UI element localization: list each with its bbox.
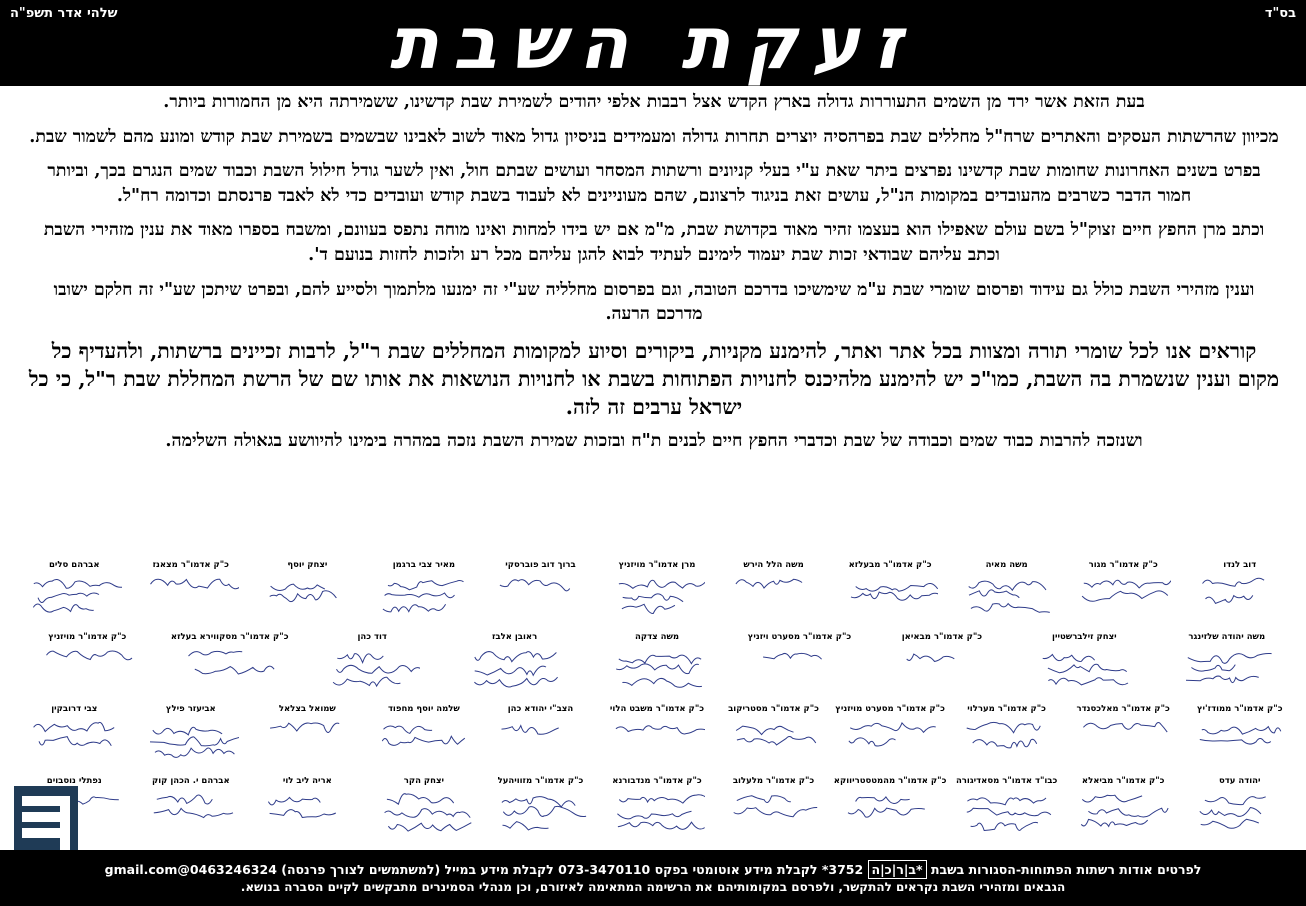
signatory: [159, 632, 301, 704]
main-text: [28, 90, 1280, 463]
signatory-name: כ"ק אדמו"ר מבאיאן: [901, 632, 983, 642]
signatory: [832, 560, 949, 632]
signatory-name: משה יהודה שלזינגר: [1188, 632, 1266, 642]
signatory: [366, 560, 483, 632]
signature-row: [16, 632, 1298, 704]
signatory: [715, 560, 832, 632]
signatory: [482, 704, 599, 776]
signatory: [1181, 560, 1298, 632]
footer-contact: 3752* לקבלת מידע אוטומטי בפקס 073-3470110 לקבלת מידע במייל (למשתמשים לצורך פרנסה) 0463246324@gmail.com: [104, 862, 864, 877]
signatory-name: כ"ק אדמו"ר מערלוי: [967, 704, 1046, 714]
signatory: [1156, 632, 1298, 704]
handwritten-signature-icon: [609, 789, 705, 835]
signatory-name: כ"ק אדמו"ר מנדבורנא: [612, 776, 702, 786]
signatory-name: כ"ק אדמו"ר מלעלוב: [732, 776, 815, 786]
signatory: [715, 776, 832, 848]
signatory-name: כ"ק אדמו"ר משבט הלוי: [609, 704, 705, 714]
signatory: [482, 560, 599, 632]
handwritten-signature-icon: [143, 717, 239, 763]
signatory-name: כ"ק אדמו"ר מביאלא: [1081, 776, 1165, 786]
signatory: [948, 560, 1065, 632]
signatory: [133, 776, 250, 848]
signatory: [366, 704, 483, 776]
header-banner: [0, 0, 1306, 86]
signatory: [599, 704, 716, 776]
handwritten-signature-icon: [376, 573, 472, 619]
bsd-label: בס"ד: [1264, 6, 1296, 21]
signatory: [871, 632, 1013, 704]
paragraph-2: מכיוון שהרשתות העסקים והאתרים שרח"ל מחללים שבת בפרהסיה יוצרים תחרות גדולה ומעמידים בניסיון גדול מאוד לשוב לאבינו שבשמים בשמירת שבת קודש ומונע מהם לשמור שבת.: [29, 126, 1279, 147]
signatory: [16, 704, 133, 776]
signatory-name: כ"ק אדמו"ר מהמטסטריווקא: [833, 776, 947, 786]
handwritten-signature-icon: [1192, 717, 1288, 763]
handwritten-signature-icon: [842, 717, 938, 763]
signatory-name: משה הלל הירש: [743, 560, 804, 570]
signatory-name: מרן אדמו"ר מויזניץ: [618, 560, 696, 570]
handwritten-signature-icon: [492, 573, 588, 619]
signatory: [832, 704, 949, 776]
signatory: [586, 632, 728, 704]
signatory: [832, 776, 949, 848]
signatory-name: אריה ליב לוי: [282, 776, 332, 786]
handwritten-signature-icon: [376, 789, 472, 835]
signatory-name: ברוך דוב פוברסקי: [505, 560, 576, 570]
date-label: שלהי אדר תשפ"ה: [10, 6, 118, 21]
handwritten-signature-icon: [1075, 717, 1171, 763]
signatory: [16, 632, 158, 704]
handwritten-signature-icon: [26, 573, 122, 619]
signatory-name: נפתלי נוסבוים: [46, 776, 102, 786]
signatory-name: כבו"ד אדמו"ר מסאדיגורה: [955, 776, 1058, 786]
handwritten-signature-icon: [259, 789, 355, 835]
signatory-name: שמואל בצלאל: [278, 704, 336, 714]
paragraph-5: וענין מזהירי השבת כולל גם עידוד ופרסום שומרי שבת ע"מ שימשיכו בדרכם הטובה, וגם בפרסום מחלליה שע"י זה ימנעו מלתמוך ולסייע להם, ובפרט שיתכן שע"י זה חלקם ישובו מדרכם הרעה.: [53, 279, 1255, 325]
signatory: [948, 704, 1065, 776]
signatory-name: דוד כהן: [357, 632, 387, 642]
handwritten-signature-icon: [726, 573, 822, 619]
signatory-name: משה צדקה: [635, 632, 680, 642]
handwritten-signature-icon: [842, 789, 938, 835]
signatory: [16, 560, 133, 632]
signatory-name: יהודה עדס: [1218, 776, 1261, 786]
signatory: [482, 776, 599, 848]
handwritten-signature-icon: [1036, 645, 1132, 691]
signatory-name: כ"ק אדמו"ר מסקווירא בעלזא: [170, 632, 289, 642]
handwritten-signature-icon: [959, 573, 1055, 619]
handwritten-signature-icon: [492, 717, 588, 763]
signatory-name: יצחק זילברשטיין: [1052, 632, 1117, 642]
handwritten-signature-icon: [726, 789, 822, 835]
signatory-name: יצחק יוסף: [287, 560, 328, 570]
signatory-name: כ"ק אדמו"ר מבעלזא: [848, 560, 932, 570]
signatory-name: כ"ק אדמו"ר מגור: [1088, 560, 1158, 570]
signatory-name: כ"ק אדמו"ר ממודז'יץ: [1196, 704, 1283, 714]
signatory: [249, 704, 366, 776]
handwritten-signature-icon: [143, 789, 239, 835]
signatory: [301, 632, 443, 704]
signatory: [1065, 560, 1182, 632]
signatory-name: הצב"י יהודא כהן: [507, 704, 574, 714]
handwritten-signature-icon: [751, 645, 847, 691]
handwritten-signature-icon: [959, 717, 1055, 763]
handwritten-signature-icon: [894, 645, 990, 691]
handwritten-signature-icon: [143, 573, 239, 619]
handwritten-signature-icon: [492, 789, 588, 835]
handwritten-signature-icon: [26, 717, 122, 763]
handwritten-signature-icon: [609, 645, 705, 691]
handwritten-signature-icon: [1192, 789, 1288, 835]
signatory-name: כ"ק אדמו"ר מאלכסנדר: [1076, 704, 1170, 714]
poster-title: זעקת השבת: [389, 1, 917, 85]
footer-prefix: לפרטים אודות רשתות הפתוחות-הסגורות בשבת: [930, 862, 1202, 877]
handwritten-signature-icon: [609, 573, 705, 619]
signatory: [1181, 776, 1298, 848]
signatory-name: מאיר צבי ברגמן: [392, 560, 456, 570]
footer-bar: [0, 850, 1306, 906]
handwritten-signature-icon: [726, 717, 822, 763]
signatory: [1013, 632, 1155, 704]
handwritten-signature-icon: [609, 717, 705, 763]
signature-row: [16, 560, 1298, 632]
signatory: [133, 704, 250, 776]
paragraph-4: וכתב מרן החפץ חיים זצוק"ל בשם עולם שאפילו הוא בעצמו זהיר מאוד בקדושת שבת, מ"מ אם יש בידו למחות ואינו מוחה נתפס בעוונם, ומשבח בספרו מאוד את ענין מזהירי השבת וכתב עליהם שבודאי זכות שבת יעמוד לימינם לעתיד לבוא להגן עליהם מכל רע ולזכות לחזות בנועם ד'.: [43, 220, 1265, 265]
signatory-name: ראובן אלבז: [492, 632, 538, 642]
call-to-action: קוראים אנו לכל שומרי תורה ומצוות בכל אתר ואתר, להימנע מקניות, ביקורים וסיוע למקומות המחללים שבת ר"ל, לרבות זכיינים ברשתות, ולהעדיף כל מקום וענין שנשמרת בה השבת, כמו"כ יש להימנע מלהיכנס לחנויות הפתוחות בשבת או לחנויות הנושאות את אותו שם של הרשת המחללת שבת ר"ל, כי כל ישראל ערבים זה לזה.: [28, 338, 1280, 419]
signature-row: [16, 776, 1298, 848]
handwritten-signature-icon: [1192, 573, 1288, 619]
signatory-name: יצחק הקר: [403, 776, 445, 786]
signatory-name: דוב לנדו: [1223, 560, 1257, 570]
signatory-name: כ"ק אדמו"ר מזוויהעל: [497, 776, 584, 786]
handwritten-signature-icon: [39, 645, 135, 691]
signatory: [1065, 704, 1182, 776]
handwritten-signature-icon: [467, 645, 563, 691]
signature-row: [16, 704, 1298, 776]
signatory-name: כ"ק אדמו"ר מסערט ויזניץ: [747, 632, 852, 642]
signatory: [443, 632, 585, 704]
handwritten-signature-icon: [1179, 645, 1275, 691]
handwritten-signature-icon: [1075, 573, 1171, 619]
signatory: [728, 632, 870, 704]
paragraph-1: בעת הזאת אשר ירד מן השמים התעוררות גדולה בארץ הקדש אצל רבבות אלפי יהודים לשמירת שבת קדשינו, ששמירתה היא מן החמורות ביותר.: [163, 92, 1145, 112]
handwritten-signature-icon: [376, 717, 472, 763]
signatory: [715, 704, 832, 776]
signatory: [249, 776, 366, 848]
footer-line-1: [0, 860, 1306, 879]
handwritten-signature-icon: [959, 789, 1055, 835]
handwritten-signature-icon: [842, 573, 938, 619]
signatory: [1065, 776, 1182, 848]
handwritten-signature-icon: [324, 645, 420, 691]
signatory-name: אביעזר פילץ: [165, 704, 216, 714]
footer-line-2: הגבאים ומזהירי השבת נקראים להתקשר, ולפרסם במקומותיהם את הרשימה המתאימה לאיזורם, וכן מנהלי הסמינרים מתבקשים לקיים הסברה בנושא.: [240, 880, 1066, 894]
signatory-name: כ"ק אדמו"ר מויזניץ: [48, 632, 127, 642]
signatory: [599, 560, 716, 632]
handwritten-signature-icon: [1075, 789, 1171, 835]
signatory-name: צבי דרובקין: [51, 704, 98, 714]
handwritten-signature-icon: [259, 717, 355, 763]
signatory: [599, 776, 716, 848]
signatory-name: שלמה יוסף מחפוד: [387, 704, 460, 714]
signatory: [133, 560, 250, 632]
signatory-name: כ"ק אדמו"ר מסערט מויזניץ: [835, 704, 945, 714]
signatures-block: [16, 560, 1298, 848]
paragraph-3: בפרט בשנים האחרונות שחומות שבת קדשינו נפרצים ביתר שאת ע"י בעלי קניונים ורשתות המסחר ועושים שבתם חול, ואין לשער גודל חילול השבת וכבוד שמים הנגרם בכך, וביותר חמור הדבר כשרבים מהעובדים במקומות הנ"ל, עושים זאת בניגוד לרצונם, שהם מעוניינים לא לעבוד בשבת קודש ועובדים כדי לא לאבד פרנסתם וכדומה רח"ל.: [47, 161, 1261, 206]
signatory-name: כ"ק אדמו"ר מסטריקוב: [728, 704, 819, 714]
signatory: [1181, 704, 1298, 776]
handwritten-signature-icon: [182, 645, 278, 691]
signatory-name: כ"ק אדמו"ר מצאנז: [152, 560, 229, 570]
handwritten-signature-icon: [259, 573, 355, 619]
signatory-name: אברהם סלים: [48, 560, 100, 570]
signatory-name: אברהם י. הכהן קוק: [151, 776, 230, 786]
phone-code-box: *ב|ר|כ|ה: [868, 860, 927, 879]
signatory: [366, 776, 483, 848]
signatory-name: משה מאיה: [985, 560, 1028, 570]
signatory: [948, 776, 1065, 848]
signatory: [249, 560, 366, 632]
closing-blessing: ושנזכה להרבות כבוד שמים וכבודה של שבת וכדברי החפץ חיים לבנים ת"ח ובזכות שמירת השבת נזכה במהרה בימינו להיוושע בגאולה השלימה.: [165, 429, 1143, 451]
